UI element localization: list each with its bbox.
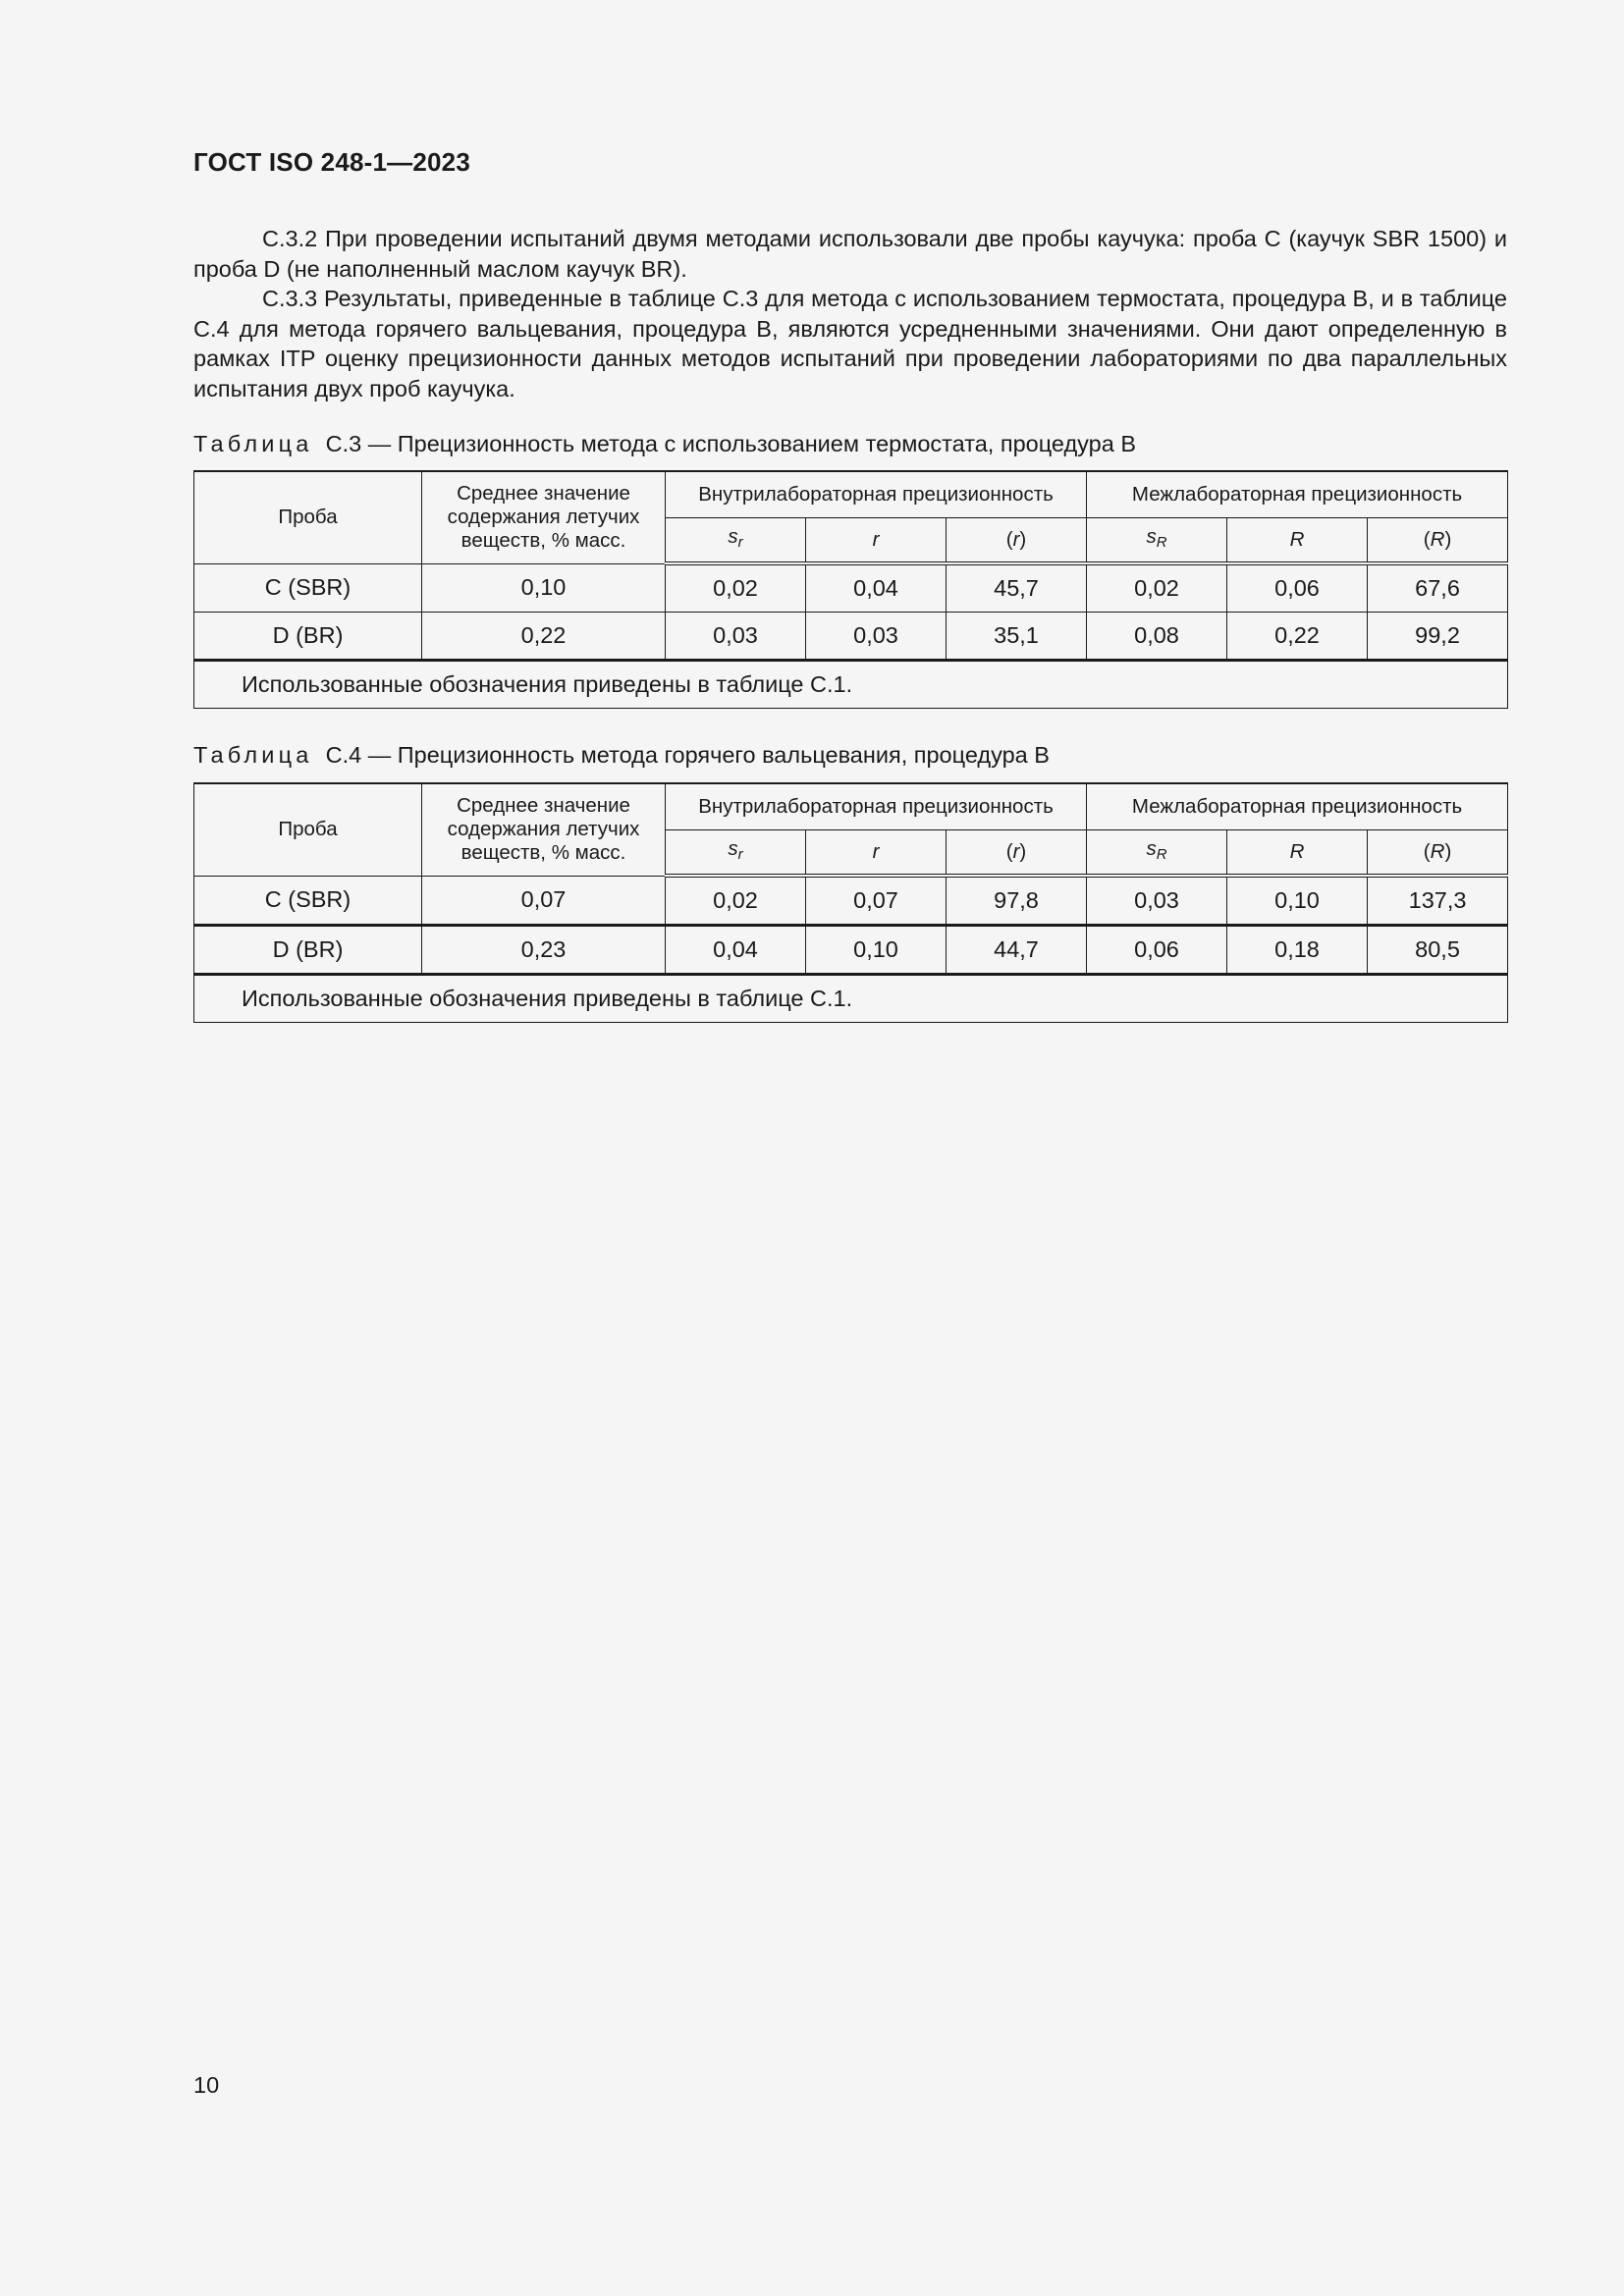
col-sr-header: $s_r$ [666, 829, 806, 876]
cell-sr: 0,03 [666, 613, 806, 661]
cell-R: 0,06 [1227, 563, 1368, 613]
table-row [194, 876, 1508, 926]
paragraph-c32: C.3.2 При проведении испытаний двумя методами использовали две пробы каучука: проба C (каучук SBR 1500) и проба D (не наполненный маслом каучук BR). [193, 226, 1507, 282]
col-R-rel-header: (R) [1368, 517, 1508, 563]
cell-sR: 0,08 [1087, 613, 1227, 661]
body-text [193, 224, 1507, 403]
col-sR-header: $s_R$ [1087, 517, 1227, 563]
cell-sr: 0,02 [666, 563, 806, 613]
table-c3-caption-word: Таблица [193, 431, 313, 456]
cell-R: 0,22 [1227, 613, 1368, 661]
col-between-header: Межлабораторная прецизионность [1087, 471, 1508, 517]
table-c3-caption-text: C.3 — Прецизионность метода с использованием термостата, процедура B [325, 431, 1137, 456]
table-row [194, 563, 1508, 613]
table-note: Использованные обозначения приведены в таблице C.1. [194, 975, 1508, 1023]
cell-R-rel: 137,3 [1368, 876, 1508, 926]
col-r-rel-header: (r) [947, 829, 1087, 876]
col-sR-header: $s_R$ [1087, 829, 1227, 876]
table-c4-caption-word: Таблица [193, 742, 313, 768]
table-c4-caption [193, 740, 1050, 770]
cell-mean: 0,22 [422, 613, 666, 661]
table-note-row [194, 975, 1508, 1023]
cell-r-rel: 44,7 [947, 926, 1087, 975]
document-header: ГОСТ ISO 248-1—2023 [193, 147, 471, 177]
cell-sample: C (SBR) [194, 563, 422, 613]
col-mean-header: Среднее значение содержания летучих веществ, % масс. [422, 471, 666, 563]
col-r-rel-header: (r) [947, 517, 1087, 563]
col-r-header: r [806, 517, 947, 563]
cell-mean: 0,23 [422, 926, 666, 975]
cell-r-rel: 45,7 [947, 563, 1087, 613]
cell-sample: D (BR) [194, 926, 422, 975]
col-sr-header: $s_r$ [666, 517, 806, 563]
cell-R-rel: 80,5 [1368, 926, 1508, 975]
table-c4 [193, 782, 1508, 1023]
table-row [194, 613, 1508, 661]
cell-r: 0,10 [806, 926, 947, 975]
cell-r: 0,07 [806, 876, 947, 926]
paragraph-c33: C.3.3 Результаты, приведенные в таблице C.3 для метода с использованием термостата, процедура B, и в таблице C.4 для метода горячего вальцевания, процедура B, являются усредненными значениями. Они дают определенную в рамках ITP оценку прецизионности данных методов испытаний при проведении лабораториями по два параллельных испытания двух проб каучука. [193, 286, 1507, 401]
cell-r: 0,03 [806, 613, 947, 661]
cell-mean: 0,07 [422, 876, 666, 926]
cell-R: 0,10 [1227, 876, 1368, 926]
cell-sR: 0,03 [1087, 876, 1227, 926]
cell-sample: D (BR) [194, 613, 422, 661]
cell-sr: 0,02 [666, 876, 806, 926]
table-c3 [193, 470, 1508, 709]
col-R-header: R [1227, 517, 1368, 563]
table-note: Использованные обозначения приведены в таблице C.1. [194, 661, 1508, 709]
cell-sr: 0,04 [666, 926, 806, 975]
cell-R-rel: 67,6 [1368, 563, 1508, 613]
col-within-header: Внутрилабораторная прецизионность [666, 783, 1087, 829]
cell-mean: 0,10 [422, 563, 666, 613]
col-mean-header: Среднее значение содержания летучих веществ, % масс. [422, 783, 666, 876]
col-R-header: R [1227, 829, 1368, 876]
cell-R: 0,18 [1227, 926, 1368, 975]
col-sample-header: Проба [194, 783, 422, 876]
cell-sR: 0,02 [1087, 563, 1227, 613]
table-c3-caption [193, 429, 1136, 458]
cell-sample: C (SBR) [194, 876, 422, 926]
cell-sR: 0,06 [1087, 926, 1227, 975]
table-note-row [194, 661, 1508, 709]
col-between-header: Межлабораторная прецизионность [1087, 783, 1508, 829]
cell-r: 0,04 [806, 563, 947, 613]
page-number: 10 [193, 2072, 220, 2098]
table-row [194, 926, 1508, 975]
cell-R-rel: 99,2 [1368, 613, 1508, 661]
cell-r-rel: 35,1 [947, 613, 1087, 661]
col-sample-header: Проба [194, 471, 422, 563]
col-r-header: r [806, 829, 947, 876]
col-within-header: Внутрилабораторная прецизионность [666, 471, 1087, 517]
col-R-rel-header: (R) [1368, 829, 1508, 876]
table-c4-caption-text: C.4 — Прецизионность метода горячего вальцевания, процедура B [325, 742, 1050, 768]
cell-r-rel: 97,8 [947, 876, 1087, 926]
